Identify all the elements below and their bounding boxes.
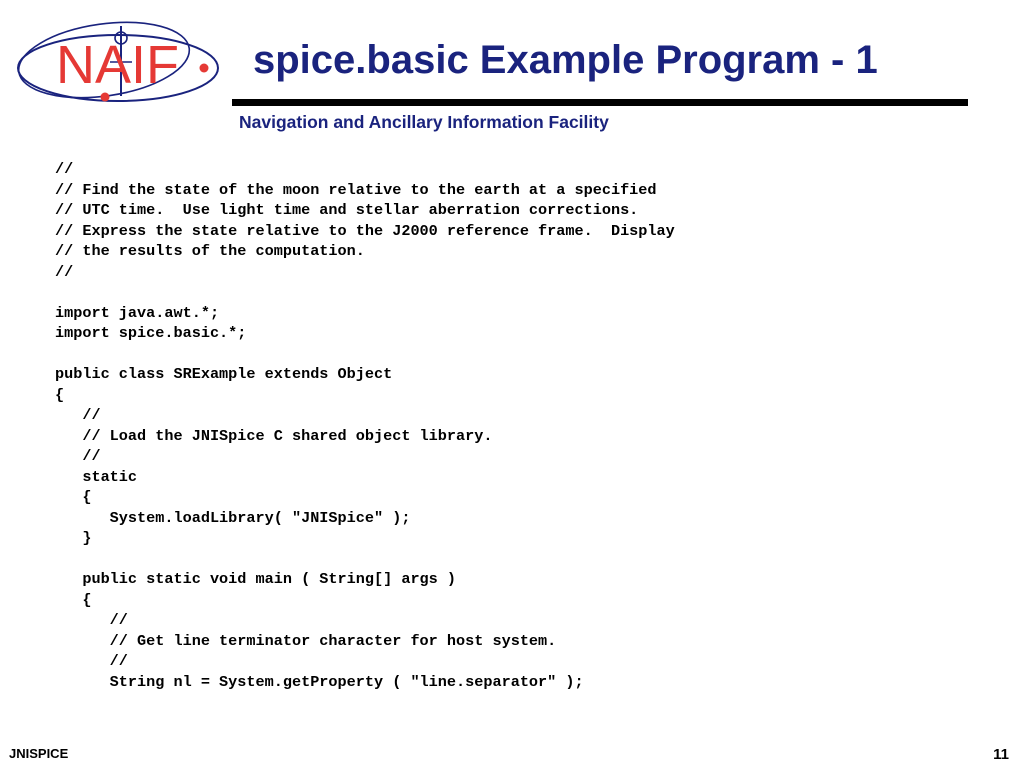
code-line: { <box>55 488 92 506</box>
code-line: static <box>55 467 138 486</box>
naif-orbit-logo-icon <box>0 0 240 110</box>
code-line: String nl = System.getProperty ( "line.separator" ); <box>55 672 584 691</box>
code-line: // <box>55 652 128 670</box>
code-line <box>55 344 675 365</box>
code-line: // <box>55 447 101 465</box>
slide-subtitle: Navigation and Ancillary Information Facility <box>239 112 609 132</box>
code-line: // <box>55 160 74 178</box>
title-divider <box>232 99 968 106</box>
code-line: // the results of the computation. <box>55 242 365 260</box>
code-line: public static void main ( String[] args ) <box>55 570 457 588</box>
code-line <box>55 282 675 303</box>
naif-logo <box>0 0 240 110</box>
code-line: // <box>55 611 128 629</box>
code-line: // UTC time. Use light time and stellar aberration corrections. <box>55 201 639 219</box>
code-line: // Load the JNISpice C shared object library. <box>55 426 493 445</box>
code-listing <box>55 159 675 692</box>
code-line <box>55 549 675 570</box>
code-line: // <box>55 262 74 281</box>
code-line: System.loadLibrary( "JNISpice" ); <box>55 508 411 527</box>
page-number: 11 <box>993 746 1009 763</box>
footer-label: JNISPICE <box>9 746 69 761</box>
code-line: // Find the state of the moon relative to the earth at a specified <box>55 180 657 199</box>
code-line: // <box>55 406 101 424</box>
code-line: import spice.basic.*; <box>55 324 247 342</box>
code-line: // Get line terminator character for host system. <box>55 631 557 650</box>
code-line: } <box>55 529 92 547</box>
logo-letters: NAIF <box>56 35 180 95</box>
code-line: // Express the state relative to the J2000 reference frame. Display <box>55 221 675 240</box>
code-line: public class SRExample extends Object <box>55 365 393 383</box>
slide-title: spice.basic Example Program - 1 <box>253 38 878 82</box>
code-line: { <box>55 590 92 609</box>
code-line: import java.awt.*; <box>55 303 220 322</box>
code-line: { <box>55 385 65 404</box>
